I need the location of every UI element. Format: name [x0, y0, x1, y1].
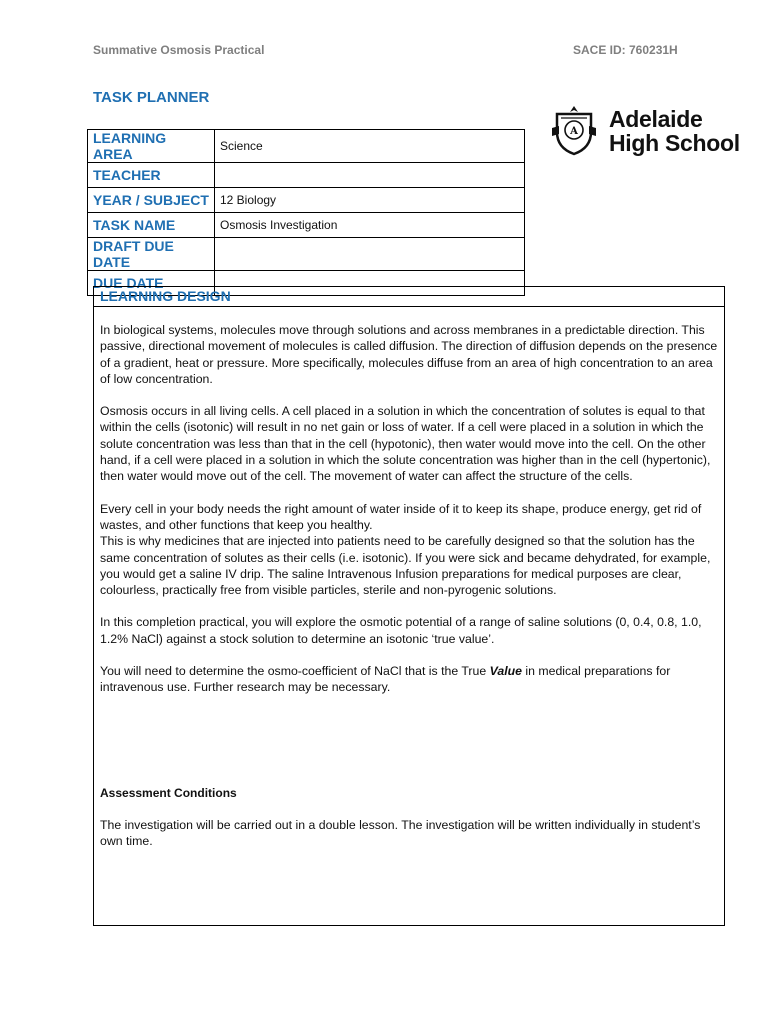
table-row [88, 213, 525, 238]
table-row [88, 163, 525, 188]
page-title: TASK PLANNER [93, 89, 210, 106]
header-document-title: Summative Osmosis Practical [93, 43, 265, 57]
learning-design-heading: LEARNING DESIGN [94, 287, 724, 307]
learning-area-value: Science [215, 130, 525, 163]
task-info-table [87, 129, 525, 296]
school-name-line2: High School [609, 130, 740, 156]
learning-design-box [93, 286, 725, 926]
assessment-conditions-title: Assessment Conditions [100, 785, 237, 800]
year-subject-label: YEAR / SUBJECT [88, 188, 215, 213]
p5-text-after: in medical preparations for intravenous use. Further research may be necessary. [100, 664, 671, 695]
value-emphasis: Value [489, 664, 522, 679]
school-crest-icon [551, 104, 597, 156]
year-subject-value: 12 Biology [215, 188, 525, 213]
task-name-value: Osmosis Investigation [215, 213, 525, 238]
school-logo [551, 104, 743, 160]
school-name-line1: Adelaide [609, 106, 703, 132]
paragraph-medicines: This is why medicines that are injected into patients need to be carefully designed so that the solution has the same concentration of solutes as their cells (i.e. isotonic). If you were sick and became dehydrated, for example, you would get a saline IV drip. The saline Intravenous Infusion preparations for medical purposes are clear, colourless, practically free from visible particles, sterile and non-pyrogenic solutions. [100, 534, 711, 598]
paragraph-cell-water: Every cell in your body needs the right amount of water inside of it to keep its shape, produce energy, get rid of wastes, and other functions that keep you healthy. [100, 501, 702, 532]
school-name [609, 107, 740, 155]
draft-due-date-value [215, 238, 525, 271]
paragraph-osmo-coefficient [100, 663, 718, 696]
table-row [88, 130, 525, 163]
p5-text-before: You will need to determine the osmo-coefficient of NaCl that is the True [100, 664, 490, 679]
table-row [88, 238, 525, 271]
teacher-label: TEACHER [88, 163, 215, 188]
paragraph-diffusion: In biological systems, molecules move through solutions and across membranes in a predictable direction. This passive, directional movement of molecules is called diffusion. The direction of diffusion depends on the presence of a gradient, heat or pressure. More specifically, molecules diffuse from an area of high concentration to an area of low concentration. [100, 323, 718, 386]
assessment-conditions-text: The investigation will be carried out in a double lesson. The investigation will be written individually in student’s own time. [100, 817, 701, 849]
header-sace-id: SACE ID: 760231H [573, 43, 678, 57]
due-date-label: DUE DATE [88, 271, 215, 296]
learning-design-body [94, 307, 724, 850]
learning-area-label: LEARNING AREA [88, 130, 215, 163]
table-row [88, 188, 525, 213]
draft-due-date-label: DRAFT DUE DATE [88, 238, 215, 271]
task-name-label: TASK NAME [88, 213, 215, 238]
paragraph-osmosis: Osmosis occurs in all living cells. A cell placed in a solution in which the concentration of solutes is equal to that within the cells (isotonic) will result in no net gain or loss of water. If a cell were placed in a solution in which the solute concentration was less than that in the cell (hypotonic), then water would move into the cell. On the other hand, if a cell were placed in a solution in which the solute concentration was higher than in the cell (hypertonic), then water would move out of the cell. The movement of water can affect the structure of the cells. [100, 404, 711, 484]
paragraph-practical: In this completion practical, you will explore the osmotic potential of a range of saline solutions (0, 0.4, 0.8, 1.0, 1.2% NaCl) against a stock solution to determine an isotonic ‘true value’. [100, 615, 702, 646]
teacher-value [215, 163, 525, 188]
svg-text:A: A [570, 126, 578, 137]
